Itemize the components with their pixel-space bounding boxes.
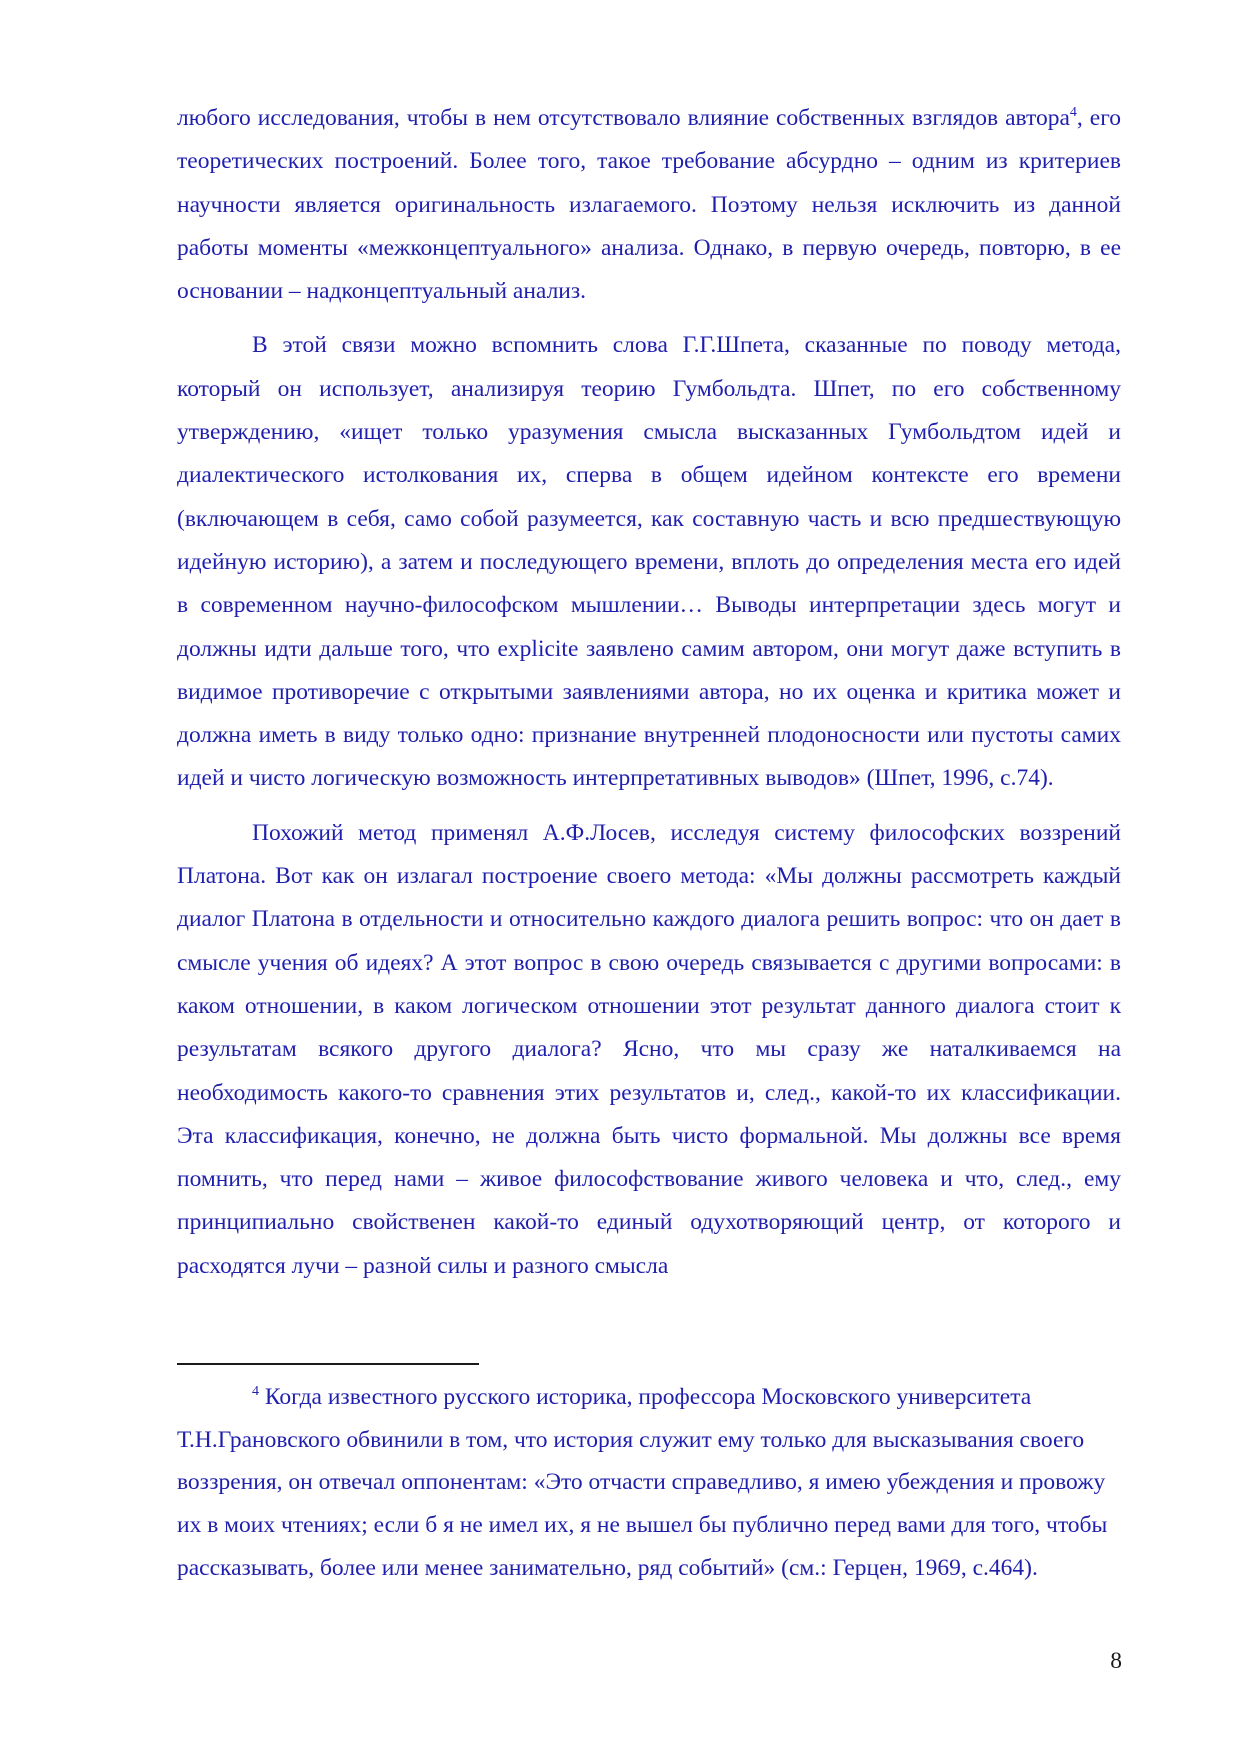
footnote [177, 1376, 1121, 1590]
footnote-separator [177, 1363, 479, 1365]
footnote-text: Когда известного русского историка, профессора Московского университета Т.Н.Грановского обвинили в том, что история служит ему только для высказывания своего воззрения, он отвечал оппонентам: «Это отчасти справедливо, я имею убеждения и провожу их в моих чтениях; если б я не имел их, я не вышел бы публично перед вами для того, чтобы рассказывать, более или менее занимательно, ряд событий» (см.: Герцен, 1969, с.464). [177, 1384, 1108, 1581]
paragraph-2: В этой связи можно вспомнить слова Г.Г.Шпета, сказанные по поводу метода, который он использует, анализируя теорию Гумбольдта. Шпет, по его собственному утверждению, «ищет только уразумения смысла высказанных Гумбольдтом идей и диалектического истолкования их, сперва в общем идейном контексте его времени (включающем в себя, само собой разумеется, как составную часть и всю предшествующую идейную историю), а затем и последующего времени, вплоть до определения места его идей в современном научно-философском мышлении… Выводы интерпретации здесь могут и должны идти дальше того, что explicite заявлено самим автором, они могут даже вступить в видимое противоречие с открытыми заявлениями автора, но их оценка и критика может и должна иметь в виду только одно: признание внутренней плодоносности или пустоты самих идей и чисто логическую возможность интерпретативных выводов» (Шпет, 1996, с.74). [177, 332, 1121, 792]
paragraph-3: Похожий метод применял А.Ф.Лосев, исследуя систему философских воззрений Платона. Вот как он излагал построение своего метода: «Мы должны рассмотреть каждый диалог Платона в отдельности и относительно каждого диалога решить вопрос: что он дает в смысле учения об идеях? А этот вопрос в свою очередь связывается с другими вопросами: в каком отношении, в каком логическом отношении этот результат данного диалога стоит к результатам всякого другого диалога? Ясно, что мы сразу же наталкиваемся на необходимость какого-то сравнения этих результатов и, след., какой-то их классификации. Эта классификация, конечно, не должна быть чисто формальной. Мы должны все время помнить, что перед нами – живое философствование живого человека и что, след., ему принципиально свойственен какой-то единый одухотворяющий центр, от которого и расходятся лучи – разной силы и разного смысла [177, 819, 1121, 1279]
main-text [177, 97, 1121, 1288]
footnote-paragraph [177, 1376, 1121, 1590]
page-number: 8 [1110, 1648, 1122, 1674]
footnote-marker: 4 [252, 1384, 259, 1400]
paragraph-1 [177, 97, 1121, 313]
paragraph-1-text-a: любого исследования, чтобы в нем отсутствовало влияние собственных взглядов автора [177, 105, 1070, 131]
footnote-reference[interactable]: 4 [1069, 105, 1077, 121]
paragraph-1-text-b: , его теоретических построений. Более того, такое требование абсурдно – одним из критериев научности является оригинальность излагаемого. Поэтому нельзя исключить из данной работы моменты «межконцептуального» анализа. Однако, в первую очередь, повторю, в ее основании – надконцептуальный анализ. [177, 105, 1121, 305]
